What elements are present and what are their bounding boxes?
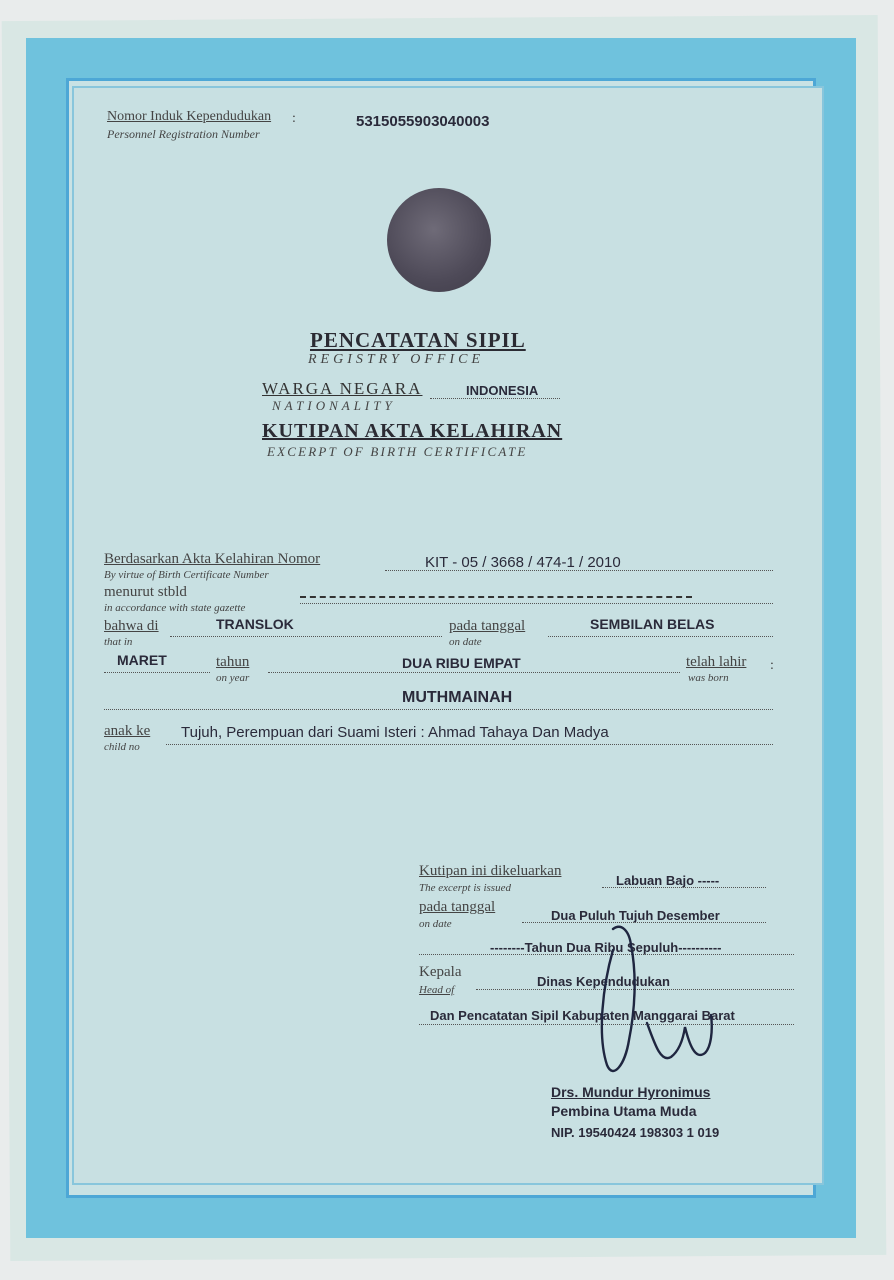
child-no-value: Tujuh, Perempuan dari Suami Isteri : Ahmad Tahaya Dan Madya xyxy=(181,724,609,741)
registry-title: PENCATATAN SIPIL xyxy=(310,328,526,352)
official-name: Drs. Mundur Hyronimus xyxy=(551,1084,711,1100)
nationality-label: WARGA NEGARA xyxy=(262,379,423,398)
registry-subtitle: REGISTRY OFFICE xyxy=(308,352,485,367)
issued-place-value: Labuan Bajo ----- xyxy=(616,873,720,888)
issued-label: Kutipan ini dikeluarkan xyxy=(419,863,562,879)
place-value: TRANSLOK xyxy=(216,616,294,632)
date-label-en: on date xyxy=(449,636,482,648)
issued-label-en: The excerpt is issued xyxy=(419,882,511,894)
year-value: DUA RIBU EMPAT xyxy=(402,655,521,671)
official-nip: NIP. 19540424 198303 1 019 xyxy=(551,1125,720,1140)
document-subtitle: EXCERPT OF BIRTH CERTIFICATE xyxy=(267,444,528,459)
nationality-label-en: NATIONALITY xyxy=(272,398,396,413)
year-label-en: on year xyxy=(216,672,250,684)
nik-label: Nomor Induk Kependudukan xyxy=(107,109,272,124)
born-label: telah lahir xyxy=(686,654,747,670)
place-label: bahwa di xyxy=(104,618,159,634)
head-value-line2: Dan Pencatatan Sipil Kabupaten Manggarai Barat xyxy=(430,1008,735,1023)
signature xyxy=(585,915,725,1085)
issued-date-label-en: on date xyxy=(419,918,452,930)
cert-number-label-en: By virtue of Birth Certificate Number xyxy=(104,569,269,581)
date-label: pada tanggal xyxy=(449,618,526,634)
month-value: MARET xyxy=(117,652,167,668)
issued-year-value: --------Tahun Dua Ribu Sepuluh---------- xyxy=(490,940,722,955)
child-no-label-en: child no xyxy=(104,741,140,753)
head-value: Dinas Kependudukan xyxy=(537,974,670,989)
official-rank: Pembina Utama Muda xyxy=(551,1103,697,1119)
stbld-label: menurut stbld xyxy=(104,584,187,600)
cert-number-value: KIT - 05 / 3668 / 474-1 / 2010 xyxy=(425,554,621,571)
embossed-seal xyxy=(387,188,491,292)
issued-date-label: pada tanggal xyxy=(419,899,496,915)
stbld-label-en: in accordance with state gazette xyxy=(104,602,246,614)
nationality-value: INDONESIA xyxy=(466,383,539,398)
place-label-en: that in xyxy=(104,636,133,648)
nik-value: 5315055903040003 xyxy=(356,113,490,130)
year-label: tahun xyxy=(216,654,250,670)
cert-number-label: Berdasarkan Akta Kelahiran Nomor xyxy=(104,551,321,567)
child-no-label: anak ke xyxy=(104,723,151,739)
head-label: Kepala xyxy=(419,964,462,980)
child-name: MUTHMAINAH xyxy=(402,689,513,706)
nik-label-en: Personnel Registration Number xyxy=(107,127,260,141)
document-title: KUTIPAN AKTA KELAHIRAN xyxy=(262,420,563,442)
head-label-en: Head of xyxy=(419,984,455,996)
issued-date-value: Dua Puluh Tujuh Desember xyxy=(551,908,720,923)
date-value: SEMBILAN BELAS xyxy=(590,616,715,632)
born-colon: : xyxy=(770,658,774,673)
nik-colon: : xyxy=(292,111,296,126)
born-label-en: was born xyxy=(688,672,729,684)
